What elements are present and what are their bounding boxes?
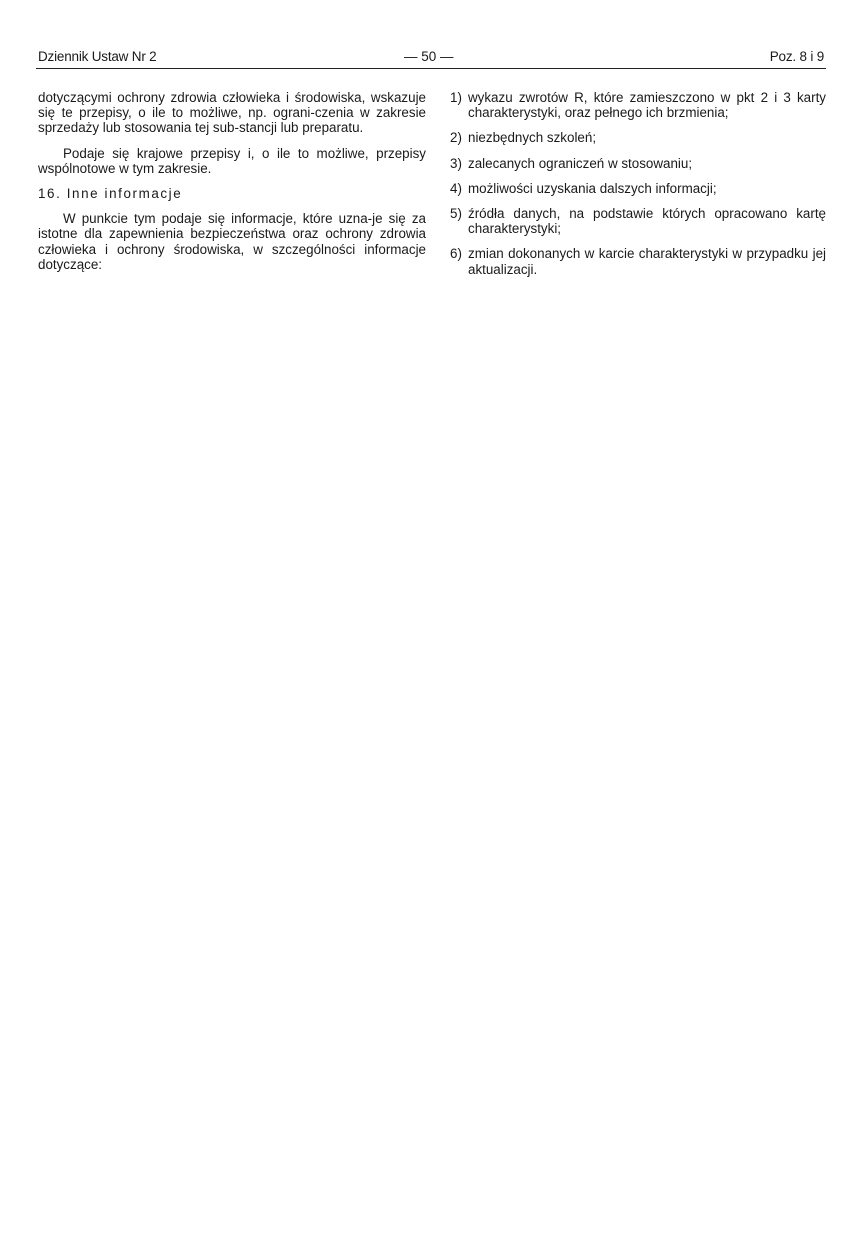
list-item (450, 156, 826, 171)
list-number: 3) (450, 155, 462, 171)
list-text: źródła danych, na podstawie których opracowano kartę charakterystyki; (468, 206, 826, 237)
list-text: niezbędnych szkoleń; (468, 130, 597, 146)
paragraph-regulations: Podaje się krajowe przepisy i, o ile to możliwe, przepisy wspólnotowe w tym zakresie. (38, 145, 426, 176)
list-item (450, 206, 826, 236)
left-column (38, 90, 426, 272)
journal-title: Dziennik Ustaw Nr 2 (38, 49, 157, 64)
list-item (450, 181, 826, 196)
list-item (450, 90, 826, 120)
list-text: zmian dokonanych w karcie charakterystyki w przypadku jej aktualizacji. (468, 246, 826, 277)
right-column (450, 90, 826, 287)
paragraph-other-info: W punkcie tym podaje się informacje, które uzna-je się za istotne dla zapewnienia bezpieczeństwa oraz ochrony zdrowia człowieka i ochrony środowiska, w szczególności informacje dotyczące: (38, 211, 426, 272)
page-number: — 50 — (404, 49, 454, 64)
list-text: wykazu zwrotów R, które zamieszczono w pkt 2 i 3 karty charakterystyki, oraz pełnego ich brzmienia; (468, 90, 826, 121)
page-header (36, 48, 826, 69)
list-text: możliwości uzyskania dalszych informacji; (468, 180, 717, 196)
list-number: 2) (450, 130, 462, 146)
paragraph-continuation: dotyczącymi ochrony zdrowia człowieka i środowiska, wskazuje się te przepisy, o ile to możliwe, np. ograni-czenia w zakresie sprzedaży lub stosowania tej sub-stancji lub preparatu. (38, 90, 426, 136)
list-number: 4) (450, 180, 462, 196)
list-item (450, 130, 826, 145)
list-number: 5) (450, 206, 462, 222)
list-number: 6) (450, 246, 462, 262)
position-reference: Poz. 8 i 9 (769, 49, 824, 64)
list-number: 1) (450, 90, 462, 105)
list-item (450, 246, 826, 276)
list-text: zalecanych ograniczeń w stosowaniu; (468, 155, 693, 171)
section-heading: 16. Inne informacje (38, 186, 183, 202)
